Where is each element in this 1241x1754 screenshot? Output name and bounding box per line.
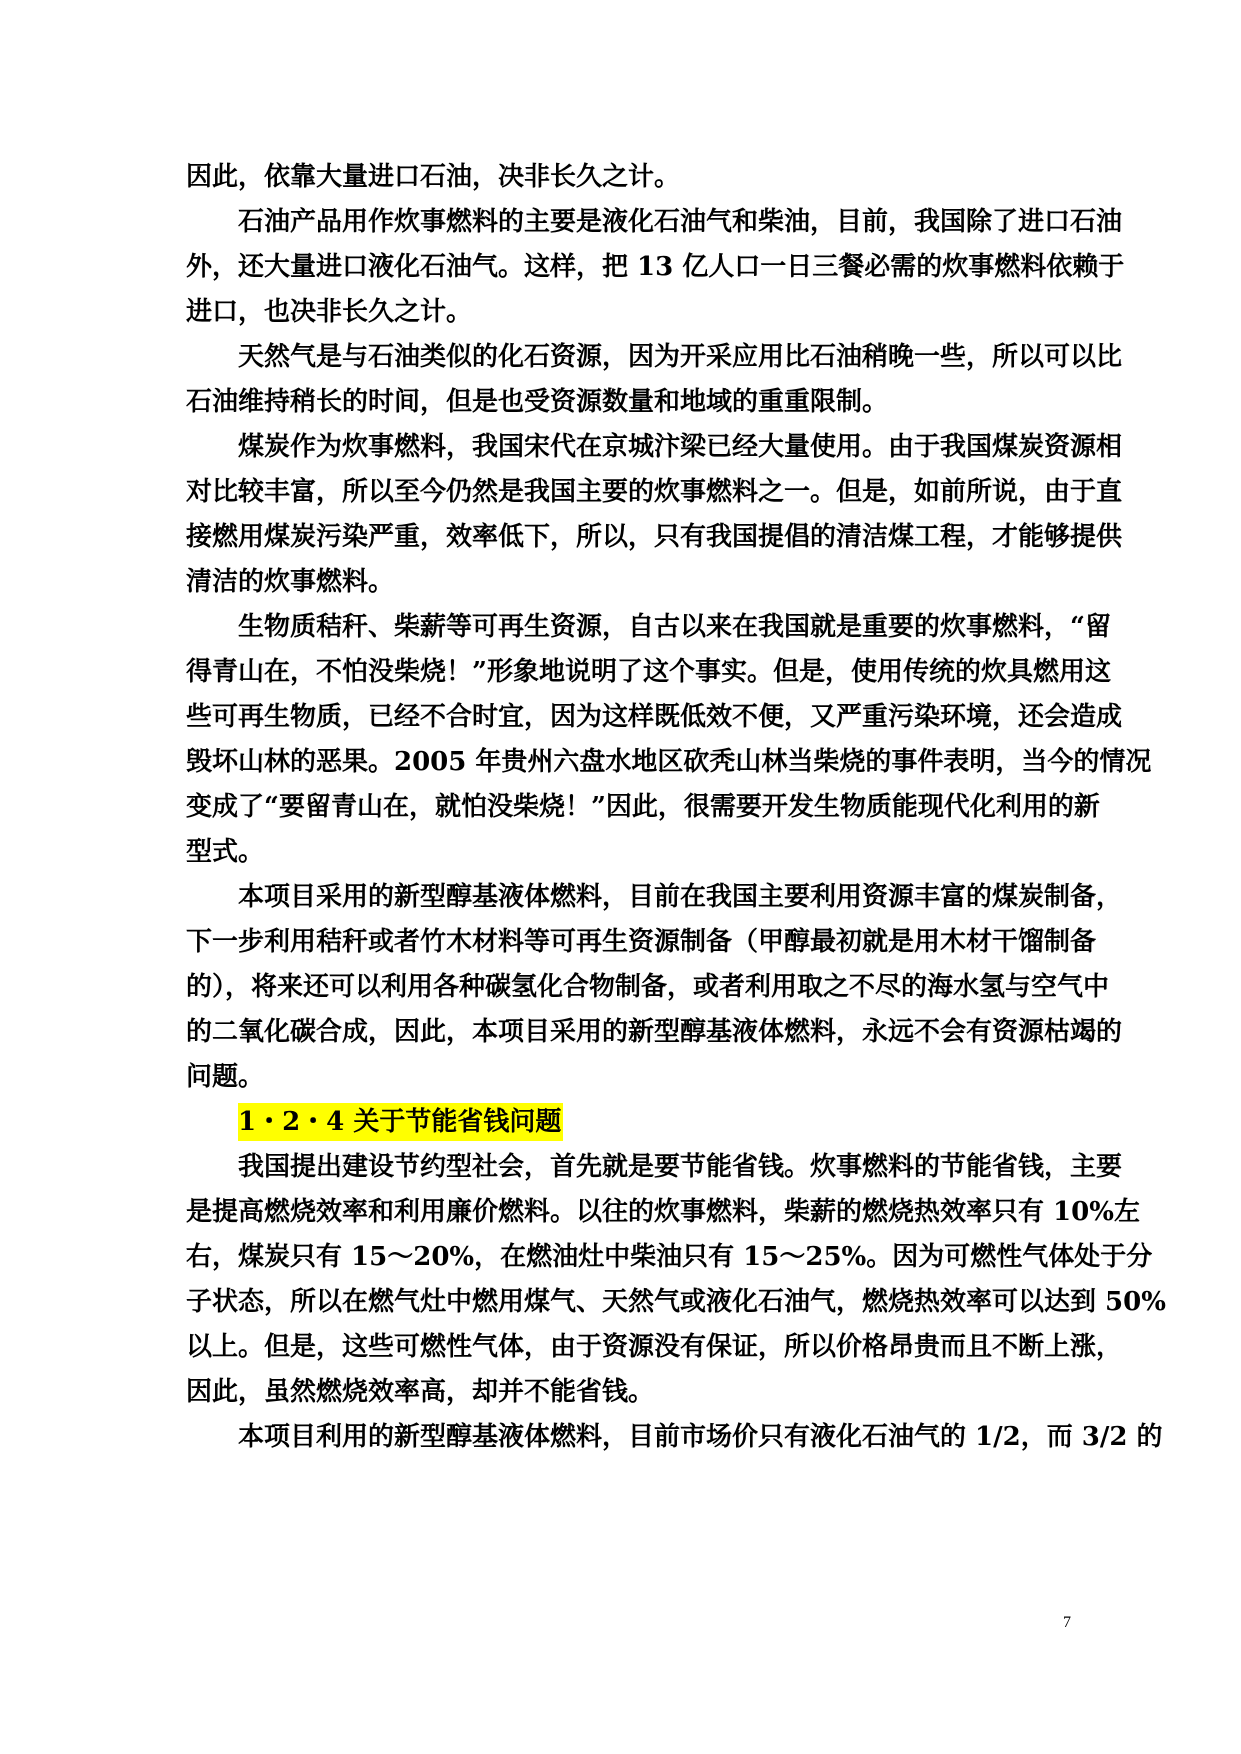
- text-line: 对比较丰富，所以至今仍然是我国主要的炊事燃料之一。但是，如前所说，由于直: [186, 477, 1123, 507]
- text-line: 我国提出建设节约型社会，首先就是要节能省钱。炊事燃料的节能省钱，主要: [238, 1152, 1123, 1182]
- text-line: 子状态，所以在燃气灶中燃用煤气、天然气或液化石油气，燃烧热效率可以达到 50%: [186, 1287, 1166, 1317]
- text-line: 因此，虽然燃烧效率高，却并不能省钱。: [186, 1377, 655, 1407]
- text-line: 天然气是与石油类似的化石资源，因为开采应用比石油稍晚一些，所以可以比: [238, 342, 1123, 372]
- text-line: 得青山在，不怕没柴烧！”形象地说明了这个事实。但是，使用传统的炊具燃用这: [186, 657, 1111, 687]
- section-heading: [238, 1097, 563, 1147]
- text-line: 变成了“要留青山在，就怕没柴烧！”因此，很需要开发生物质能现代化利用的新: [186, 792, 1100, 822]
- text-line: 接燃用煤炭污染严重，效率低下，所以，只有我国提倡的清洁煤工程，才能够提供: [186, 522, 1123, 552]
- text-line: 进口，也决非长久之计。: [186, 297, 473, 327]
- text-line: 毁坏山林的恶果。2005 年贵州六盘水地区砍秃山林当柴烧的事件表明，当今的情况: [186, 747, 1152, 777]
- text-line: 的二氧化碳合成，因此，本项目采用的新型醇基液体燃料，永远不会有资源枯竭的: [186, 1017, 1123, 1047]
- text-line: 清洁的炊事燃料。: [186, 567, 395, 597]
- text-line: 右，煤炭只有 15～20%，在燃油灶中柴油只有 15～25%。因为可燃性气体处于分: [186, 1242, 1153, 1272]
- text-line: 些可再生物质，已经不合时宜，因为这样既低效不便，又严重污染环境，还会造成: [186, 702, 1123, 732]
- text-line: 生物质秸秆、柴薪等可再生资源，自古以来在我国就是重要的炊事燃料，“留: [238, 612, 1111, 642]
- text-line: 以上。但是，这些可燃性气体，由于资源没有保证，所以价格昂贵而且不断上涨，: [186, 1332, 1123, 1362]
- text-line: 型式。: [186, 837, 265, 867]
- text-line: 外，还大量进口液化石油气。这样，把 13 亿人口一日三餐必需的炊事燃料依赖于: [186, 252, 1125, 282]
- text-line: 下一步利用秸秆或者竹木材料等可再生资源制备（甲醇最初就是用木材干馏制备: [186, 927, 1097, 957]
- text-line: 问题。: [186, 1062, 265, 1092]
- text-line: 是提高燃烧效率和利用廉价燃料。以往的炊事燃料，柴薪的燃烧热效率只有 10%左: [186, 1197, 1140, 1227]
- text-line: 本项目采用的新型醇基液体燃料，目前在我国主要利用资源丰富的煤炭制备，: [238, 882, 1123, 912]
- text-line: 因此，依靠大量进口石油，决非长久之计。: [186, 162, 681, 192]
- text-line: 的），将来还可以利用各种碳氢化合物制备，或者利用取之不尽的海水氢与空气中: [186, 972, 1110, 1002]
- text-line: 煤炭作为炊事燃料，我国宋代在京城汴梁已经大量使用。由于我国煤炭资源相: [238, 432, 1123, 462]
- page-number: 7: [1063, 1614, 1071, 1631]
- section-heading-text: 1・2・4 关于节能省钱问题: [238, 1103, 563, 1141]
- text-line: 石油维持稍长的时间，但是也受资源数量和地域的重重限制。: [186, 387, 889, 417]
- text-line: 石油产品用作炊事燃料的主要是液化石油气和柴油，目前，我国除了进口石油: [238, 207, 1123, 237]
- text-line: 本项目利用的新型醇基液体燃料，目前市场价只有液化石油气的 1/2，而 3/2 的: [238, 1422, 1163, 1452]
